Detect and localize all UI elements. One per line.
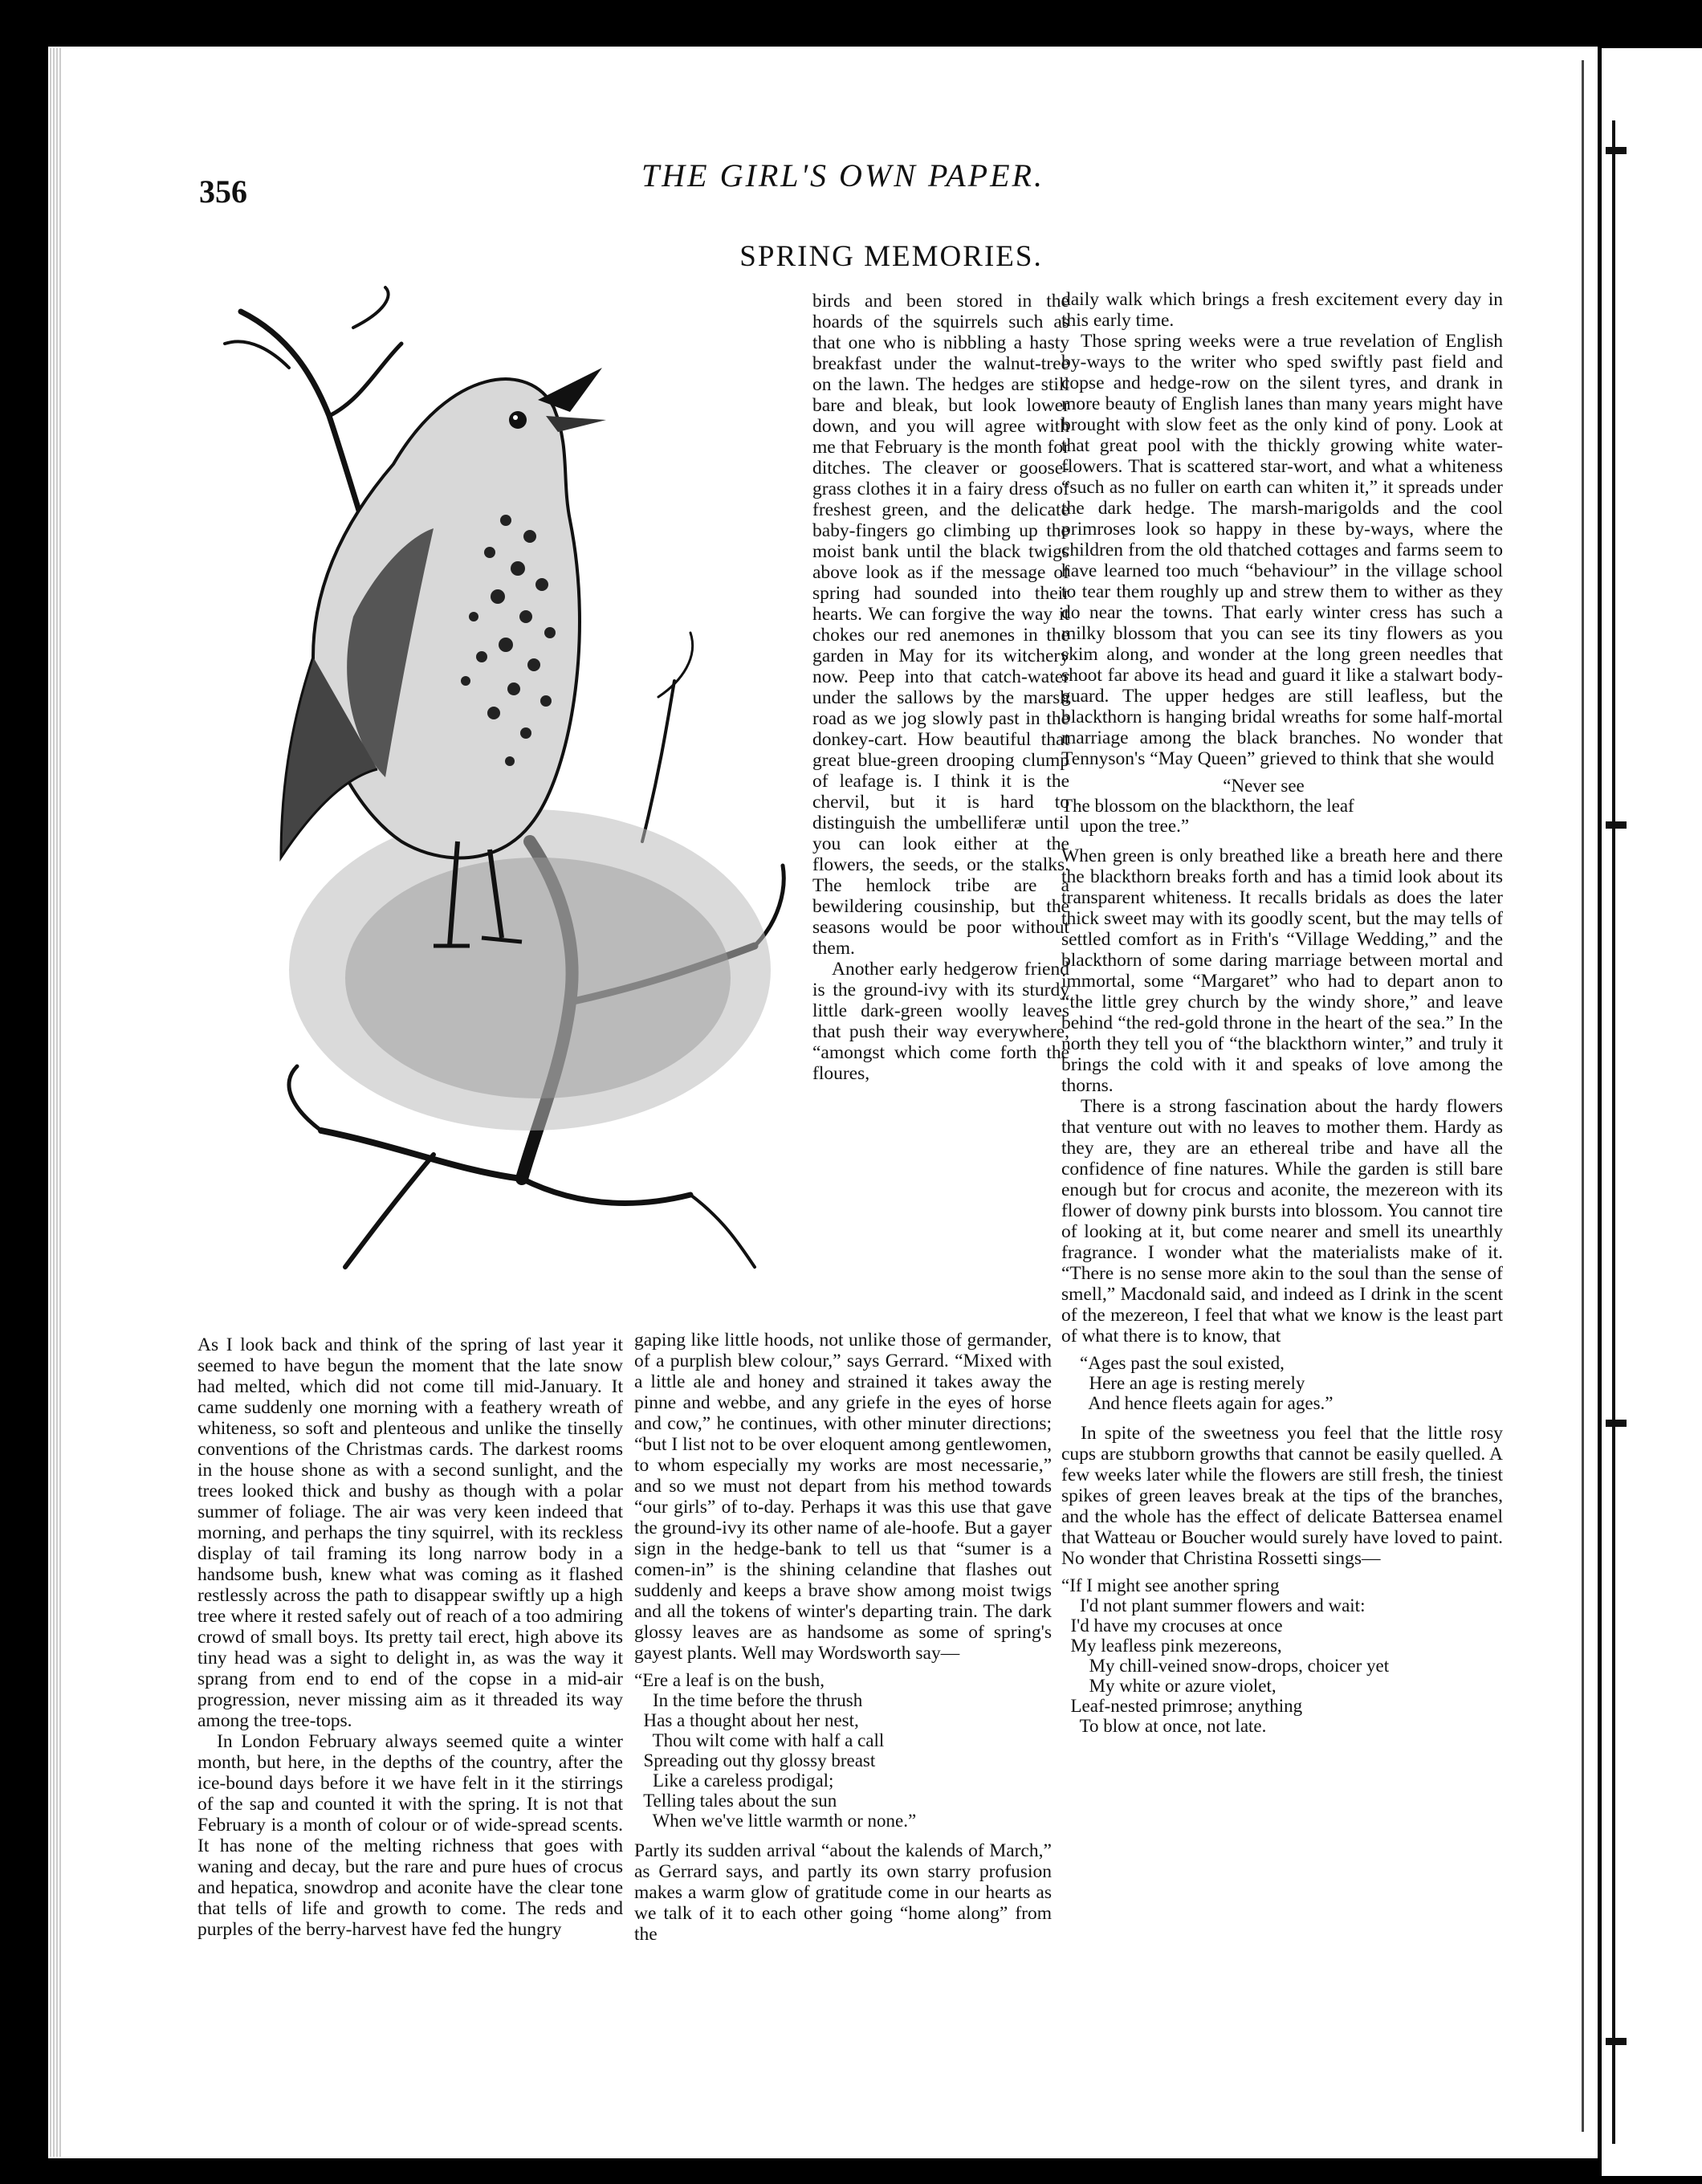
paragraph: Partly its sudden arrival “about the kalends of March,” as Gerrard says, and partly its own starry profusion makes a warm glow of gratitude come in our hearts as we talk of it to each other going “home along” from the: [634, 1840, 1052, 1945]
binding-rule: [1582, 60, 1584, 2132]
poem-tennyson: [1061, 776, 1503, 836]
column-left: [197, 1334, 623, 1940]
poem-line: In the time before the thrush: [634, 1690, 863, 1710]
paragraph: When green is only breathed like a breath here and there the blackthorn breaks forth and has a timid look about its transparent whiteness. It recalls bridals as does the later thick sweet may with its goodly scent, but the may tells of settled comfort as in Frith's “Village Wedding,” and the blackthorn of some daring marriage between mortal and immortal, some “Margaret” who had to depart anon to “the little grey church by the windy shore,” and leave behind “the red-gold throne in the heart of the sea.” In the north they tell you of “the blackthorn winter,” and truly it brings the cold with it and speaks of love among the thorns.: [1061, 845, 1503, 1096]
binding-tick: [1606, 147, 1627, 154]
poem-line: “Never see: [1061, 776, 1305, 796]
poem-line: Leaf-nested primrose; anything: [1061, 1696, 1303, 1716]
poem-line: “Ages past the soul existed,: [1061, 1353, 1285, 1373]
poem-line: When we've little warmth or none.”: [634, 1811, 917, 1831]
paragraph: Those spring weeks were a true revelation of English by-ways to the writer who sped swiftly past field and copse and hedge-row on the silent tyres, and drank in more beauty of English lanes than many years might have brought with slow feet as the only kind of pony. Look at that great pool with the thickly growing white water-flowers. That is scattered star-wort, and what a whiteness “such as no fuller on earth can whiten it,” it spreads under the dark hedge. The marsh-marigolds and the cool primroses look so happy in these by-ways, where the children from the old thatched cottages and farms seem to have learned too much “behaviour” in the village school to tear them roughly up and strew them to wither as they do near the towns. That early winter cress has such a milky blossom that you can see its tiny flowers as you skim along, and wonder at the long green needles that shoot far above its head and guard it like a stalwart body-guard. The upper hedges are still leafless, but the blackthorn is hanging bridal wreaths for some half-mortal marriage among the black branches. No wonder that Tennyson's “May Queen” grieved to think that she would: [1061, 331, 1503, 769]
column-middle-bottom: [634, 1330, 1052, 1945]
page-number: 356: [199, 173, 247, 210]
poem-line: “Ere a leaf is on the bush,: [634, 1670, 825, 1690]
binding-tick: [1606, 2038, 1627, 2045]
poem-line: “If I might see another spring: [1061, 1575, 1280, 1595]
poem-line: I'd not plant summer flowers and wait:: [1061, 1595, 1366, 1616]
paragraph: As I look back and think of the spring of last year it seemed to have begun the moment that the late snow had melted, which did not come till mid-January. It came suddenly one morning with a feathery wreath of whiteness, so soft and plenteous and unlike the tinselly conventions of the Christmas cards. The darkest rooms in the house shone as with a second sunlight, and the trees looked thick and bushy as though with a polar summer of foliage. The air was very keen indeed that morning, and perhaps the tiny squirrel, with its reckless display of tail framing its long narrow body in a handsome bush, knew what was coming as it flashed restlessly across the path to disappear swiftly up a high tree where it rested safely out of reach of a too admiring crowd of small boys. Its pretty tail erect, high above its tiny head was a sight to delight in, as was the way it sprang from end to end of the copse in a mid-air progression, never missing aim as it threaded its way among the tree-tops.: [197, 1334, 623, 1731]
poem-line: Here an age is resting merely: [1061, 1373, 1305, 1393]
poem-line: To blow at once, not late.: [1061, 1716, 1267, 1736]
poem-line: The blossom on the blackthorn, the leaf: [1061, 796, 1354, 816]
poem-line: My chill-veined snow-drops, choicer yet: [1061, 1656, 1390, 1676]
paragraph: In spite of the sweetness you feel that the little rosy cups are stubborn growths that cannot be easily quelled. A few weeks later while the flowers are still fresh, the tiniest spikes of green leaves break at the tips of the branches, and the whole has the effect of delicate Battersea enamel that Watteau or Boucher would surely have loved to paint. No wonder that Christina Rossetti sings—: [1061, 1423, 1503, 1569]
poem-wordsworth: [634, 1670, 1052, 1831]
running-title: THE GIRL'S OWN PAPER.: [641, 157, 1044, 194]
poem-line: Thou wilt come with half a call: [634, 1730, 885, 1750]
paragraph: Another early hedgerow friend is the ground-ivy with its sturdy little dark-green woolly leaves that push their way everywhere, “amongst which come forth the floures,: [812, 959, 1069, 1084]
paragraph: daily walk which brings a fresh excitement every day in this early time.: [1061, 289, 1503, 331]
facing-page: [1602, 48, 1702, 2176]
song-thrush-engraving-icon: [193, 279, 811, 1283]
poem-line: My leafless pink mezereons,: [1061, 1636, 1282, 1656]
paragraph: gaping like little hoods, not unlike those of germander, of a purplish blew colour,” says Gerrard. “Mixed with a little ale and honey and strained it takes away the pinne and webbe, and any griefe in the eyes of horse and cow,” he continues, with other minuter directions; “but I list not to be over eloquent among gentlewomen, to whom especially my works are most necessarie,” and so we must not depart from his method towards “our girls” of to-day. Perhaps it was this use that gave the ground-ivy its other name of ale-hoofe. But a gayer sign in the hedge-bank to tell us that “sumer is a comen-in” is the shining celandine that flashes out suddenly and keeps a brave show among moist twigs and all the tokens of winter's departing train. The dark glossy leaves are as handsome as some of spring's gayest plants. Well may Wordsworth say—: [634, 1330, 1052, 1664]
article-title: SPRING MEMORIES.: [739, 240, 1043, 273]
column-middle-top: [812, 291, 1069, 1084]
paragraph: In London February always seemed quite a winter month, but here, in the depths of the country, after the ice-bound days before it we have felt in it the stirrings of the sap and counted it with the spring. It is not that February is a month of colour or of wide-spread scents. It has none of the melting richness that goes with waning and decay, but the rare and pure hues of crocus and hepatica, snowdrop and aconite have the clear tone that tells of life and growth to come. The reds and purples of the berry-harvest have fed the hungry: [197, 1731, 623, 1940]
poem-line: I'd have my crocuses at once: [1061, 1616, 1283, 1636]
binding-tick: [1606, 821, 1627, 829]
page-edge-stack: [50, 48, 61, 2157]
poem-line: Like a careless prodigal;: [634, 1770, 834, 1791]
poem-line: And hence fleets again for ages.”: [1061, 1393, 1334, 1413]
facing-page-edge: [1612, 120, 1615, 2144]
poem-line: Spreading out thy glossy breast: [634, 1750, 876, 1770]
poem-rossetti: [1061, 1575, 1503, 1736]
paragraph: birds and been stored in the hoards of the squirrels such as that one who is nibbling a hasty breakfast under the walnut-tree on the lawn. The hedges are still bare and bleak, but look lower down, and you will agree with me that February is the month for ditches. The cleaver or goose-grass clothes it in a fairy dress of freshest green, and the delicate baby-fingers go climbing up the moist bank until the black twigs above look as if the message of spring had sounded into their hearts. We can forgive the way it chokes our red anemones in the garden in May for its witchery now. Peep into that catch-water under the sallows by the marsh road as we jog slowly past in the donkey-cart. How beautiful that great blue-green drooping clump of leafage is. I think it is the chervil, but it is hard to distinguish the umbelliferæ until you can look either at the flowers, the seeds, or the stalks. The hemlock tribe are a bewildering cousinship, but the seasons would be poor without them.: [812, 291, 1069, 959]
poem-macdonald: [1061, 1353, 1503, 1413]
poem-line: upon the tree.”: [1061, 816, 1190, 836]
poem-line: Telling tales about the sun: [634, 1791, 837, 1811]
poem-line: Has a thought about her nest,: [634, 1710, 859, 1730]
poem-line: My white or azure violet,: [1061, 1676, 1276, 1696]
binding-tick: [1606, 1420, 1627, 1427]
paragraph: There is a strong fascination about the hardy flowers that venture out with no leaves to mother them. Hardy as they are, they are an ethereal tribe and have all the confidence of fine natures. While the garden is still bare enough but for crocus and aconite, the mezereon with its flower of downy pink bursts into blossom. You cannot tire of looking at it, but come nearer and smell its unearthly fragrance. I wonder what the materialists make of it. “There is no sense more akin to the soul than the sense of smell,” Macdonald said, and indeed as I drink in the scent of the mezereon, I feel that what we know is the least part of what there is to know, that: [1061, 1096, 1503, 1347]
column-right: [1061, 289, 1503, 1746]
